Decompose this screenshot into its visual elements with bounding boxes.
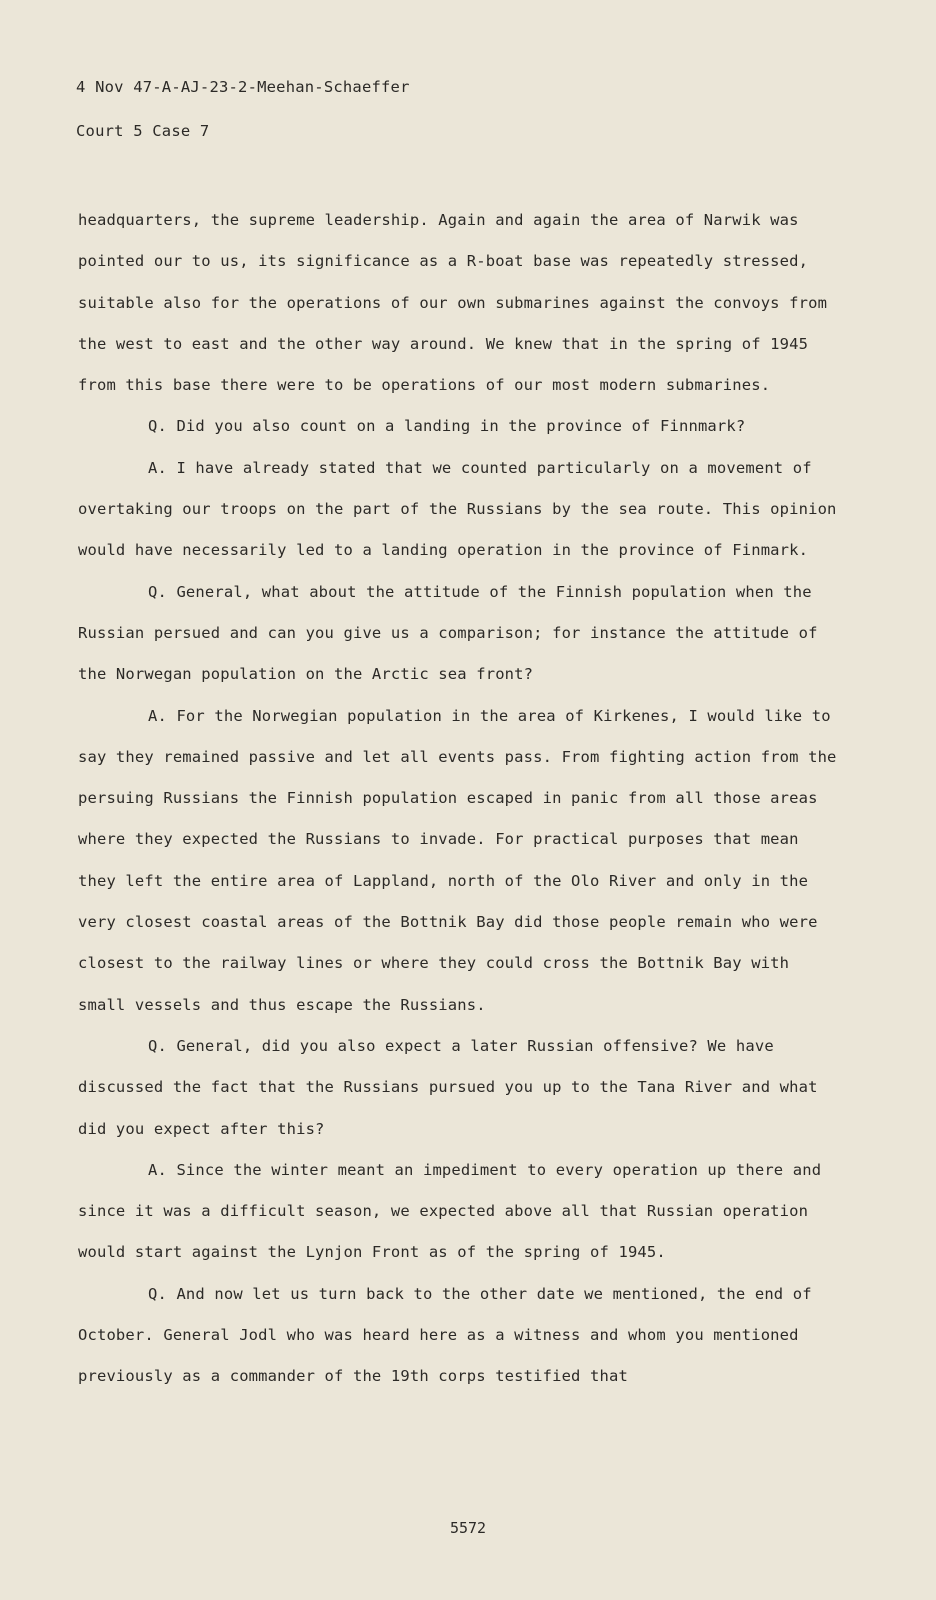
paragraph: Q. And now let us turn back to the other date we mentioned, the end of October. General Jodl who was heard here as a witness and whom you mentioned previously as a commander of the 19th corps testified that: [78, 1284, 812, 1386]
header-line-1: 4 Nov 47-A-AJ-23-2-Meehan-Schaeffer: [76, 78, 410, 96]
paragraph: A. For the Norwegian population in the area of Kirkenes, I would like to say they remained passive and let all events pass. From fighting action from the persuing Russians the Finnish population escaped in panic from all those areas where they expected the Russians to invade. For practical purposes that mean they left the entire area of Lappland, north of the Olo River and only in the very closest coastal areas of the Bottnik Bay did those people remain who were closest to the railway lines or where they could cross the Bottnik Bay with small vessels and thus escape the Russians.: [78, 706, 837, 1014]
paragraph: Q. General, what about the attitude of the Finnish population when the Russian persued and can you give us a comparison; for instance the attitude of the Norwegan population on the Arctic sea front?: [78, 582, 818, 684]
page-number: 5572: [449, 1519, 487, 1537]
paragraph: A. Since the winter meant an impediment to every operation up there and since it was a difficult season, we expected above all that Russian operation would start against the Lynjon Front as of the spring of 1945.: [78, 1160, 822, 1262]
header-line-2: Court 5 Case 7: [76, 122, 210, 140]
paragraph: headquarters, the supreme leadership. Again and again the area of Narwik was pointed our to us, its significance as a R-boat base was repeatedly stressed, suitable also for the operations of our own submarines against the convoys from the west to east and the other way around. We knew that in the spring of 1945 from this base there were to be operations of our most modern submarines.: [78, 211, 828, 395]
paragraph: A. I have already stated that we counted particularly on a movement of overtaking our troops on the part of the Russians by the sea route. This opinion would have necessarily led to a landing operation in the province of Finmark.: [78, 458, 837, 560]
paragraph: Q. Did you also count on a landing in the province of Finnmark?: [148, 417, 746, 436]
transcript-body: [78, 200, 838, 1398]
paragraph: Q. General, did you also expect a later Russian offensive? We have discussed the fact that the Russians pursued you up to the Tana River and what did you expect after this?: [78, 1036, 818, 1138]
